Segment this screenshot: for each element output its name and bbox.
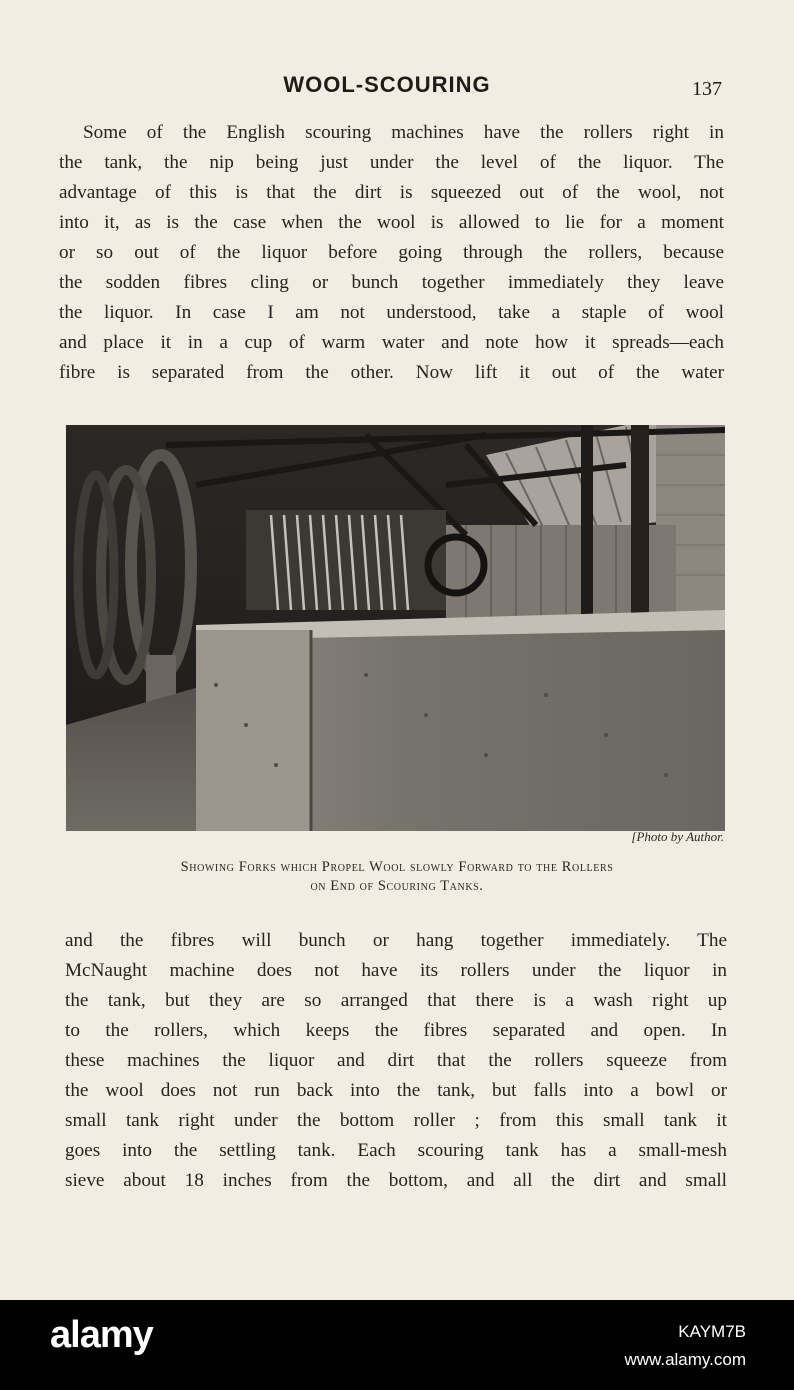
- figure-caption: [40, 858, 754, 896]
- image-id: KAYM7B: [678, 1322, 746, 1341]
- text-line: the tank, but they are so arranged that there is a wash right up: [65, 990, 727, 1011]
- text-line: the tank, the nip being just under the level of the liquor. The: [59, 152, 724, 173]
- paragraph-2: [65, 926, 727, 1196]
- alamy-logo: alamy: [50, 1314, 153, 1356]
- text-line: into it, as is the case when the wool is allowed to lie for a moment: [59, 212, 724, 233]
- caption-line: Showing Forks which Propel Wool slowly Forward to the Rollers: [180, 859, 614, 875]
- photo-credit: [Photo by Author.: [631, 829, 724, 844]
- watermark-bar: [0, 1300, 794, 1390]
- text-line: the liquor. In case I am not understood, take a staple of wool: [59, 302, 724, 323]
- text-line: advantage of this is that the dirt is squeezed out of the wool, not: [59, 182, 724, 203]
- page-number: 137: [692, 78, 722, 100]
- paragraph-1: [59, 118, 724, 388]
- site-url: www.alamy.com: [624, 1350, 746, 1369]
- scouring-machine-photo: [66, 425, 725, 831]
- text-line: small tank right under the bottom roller ; from this small tank it: [65, 1110, 727, 1131]
- running-title: WOOL-SCOURING: [283, 72, 491, 97]
- text-line: fibre is separated from the other. Now lift it out of the water: [59, 362, 724, 383]
- running-head: [0, 72, 794, 102]
- text-line: Some of the English scouring machines have the rollers right in: [83, 122, 724, 143]
- caption-line: on End of Scouring Tanks.: [310, 878, 484, 894]
- text-line: to the rollers, which keeps the fibres separated and open. In: [65, 1020, 727, 1041]
- text-line: and place it in a cup of warm water and note how it spreads—each: [59, 332, 724, 353]
- text-line: the sodden fibres cling or bunch together immediately they leave: [59, 272, 724, 293]
- text-line: and the fibres will bunch or hang together immediately. The: [65, 930, 727, 951]
- text-line: goes into the settling tank. Each scouring tank has a small-mesh: [65, 1140, 727, 1161]
- text-line: sieve about 18 inches from the bottom, and all the dirt and small: [65, 1170, 727, 1191]
- text-line: these machines the liquor and dirt that the rollers squeeze from: [65, 1050, 727, 1071]
- text-line: or so out of the liquor before going through the rollers, because: [59, 242, 724, 263]
- photo-illustration: [66, 425, 725, 831]
- text-line: the wool does not run back into the tank, but falls into a bowl or: [65, 1080, 727, 1101]
- text-line: McNaught machine does not have its rollers under the liquor in: [65, 960, 727, 981]
